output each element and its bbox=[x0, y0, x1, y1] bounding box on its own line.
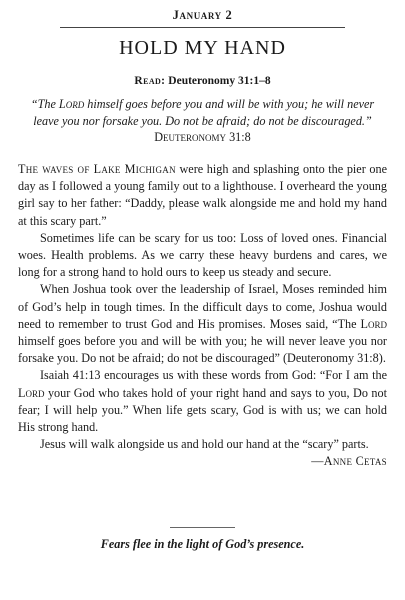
paragraph-5 bbox=[18, 436, 387, 469]
closing-rule bbox=[170, 527, 235, 528]
verse-lord: Lord bbox=[58, 97, 85, 111]
paragraph-3-lord: Lord bbox=[360, 316, 387, 331]
paragraph-3-text-b: himself goes before you and will be with you; he will never leave you nor forsake you. Do not be afraid; do not be discouraged” (Deuteronomy 31:8). bbox=[18, 334, 387, 366]
paragraph-4 bbox=[18, 367, 387, 436]
key-verse bbox=[24, 96, 381, 146]
paragraph-4-text-b: your God who takes hold of your right hand and says to you, Do not fear; I will help you.” When life gets scary, God is with us; we can hold His strong hand. bbox=[18, 385, 387, 435]
verse-text: himself goes before you and will be with you; he will never leave you nor forsake you. Do not be afraid; do not be discouraged.” bbox=[33, 97, 375, 128]
paragraph-2: Sometimes life can be scary for us too: Loss of loved ones. Financial woes. Health problems. As we carry these heavy burdens and cares, we long for a strong hand to hold ours to keep us steady and secure. bbox=[18, 230, 387, 280]
paragraph-3 bbox=[18, 281, 387, 367]
header-rule bbox=[60, 27, 345, 28]
page-date: January 2 bbox=[172, 8, 233, 22]
paragraph-1-text: were high and splashing onto the pier one day as I followed a young family out to a lighthouse. I overheard the young girl say to her father: “Daddy, please walk alongside me and hold my hand at this scary part.” bbox=[18, 162, 387, 228]
paragraph-4-lord: Lord bbox=[18, 385, 45, 400]
page-title: HOLD MY HAND bbox=[119, 37, 286, 59]
author-signature: —Anne Cetas bbox=[311, 454, 387, 469]
closing-thought: Fears flee in the light of God’s presence. bbox=[100, 537, 305, 551]
paragraph-5-text: Jesus will walk alongside us and hold our hand at the “scary” parts. bbox=[40, 437, 369, 452]
paragraph-4-text-a: Isaiah 41:13 encourages us with these words from God: “For I am the bbox=[40, 368, 387, 383]
verse-open: “The bbox=[30, 97, 59, 111]
paragraph-1 bbox=[18, 161, 387, 230]
reading-line bbox=[0, 75, 405, 87]
devotional-body bbox=[18, 161, 387, 471]
reading-label: Read: bbox=[134, 75, 166, 87]
reading-reference: Deuteronomy 31:1–8 bbox=[168, 75, 271, 87]
paragraph-1-lead: The waves of Lake Michigan bbox=[18, 162, 176, 176]
paragraph-3-text-a: When Joshua took over the leadership of Israel, Moses reminded him of God’s help in tough times. In the difficult days to come, Joshua would need to remember to trust God and His promises. Moses said, “The bbox=[18, 282, 387, 331]
verse-reference: Deuteronomy 31:8 bbox=[154, 130, 251, 144]
